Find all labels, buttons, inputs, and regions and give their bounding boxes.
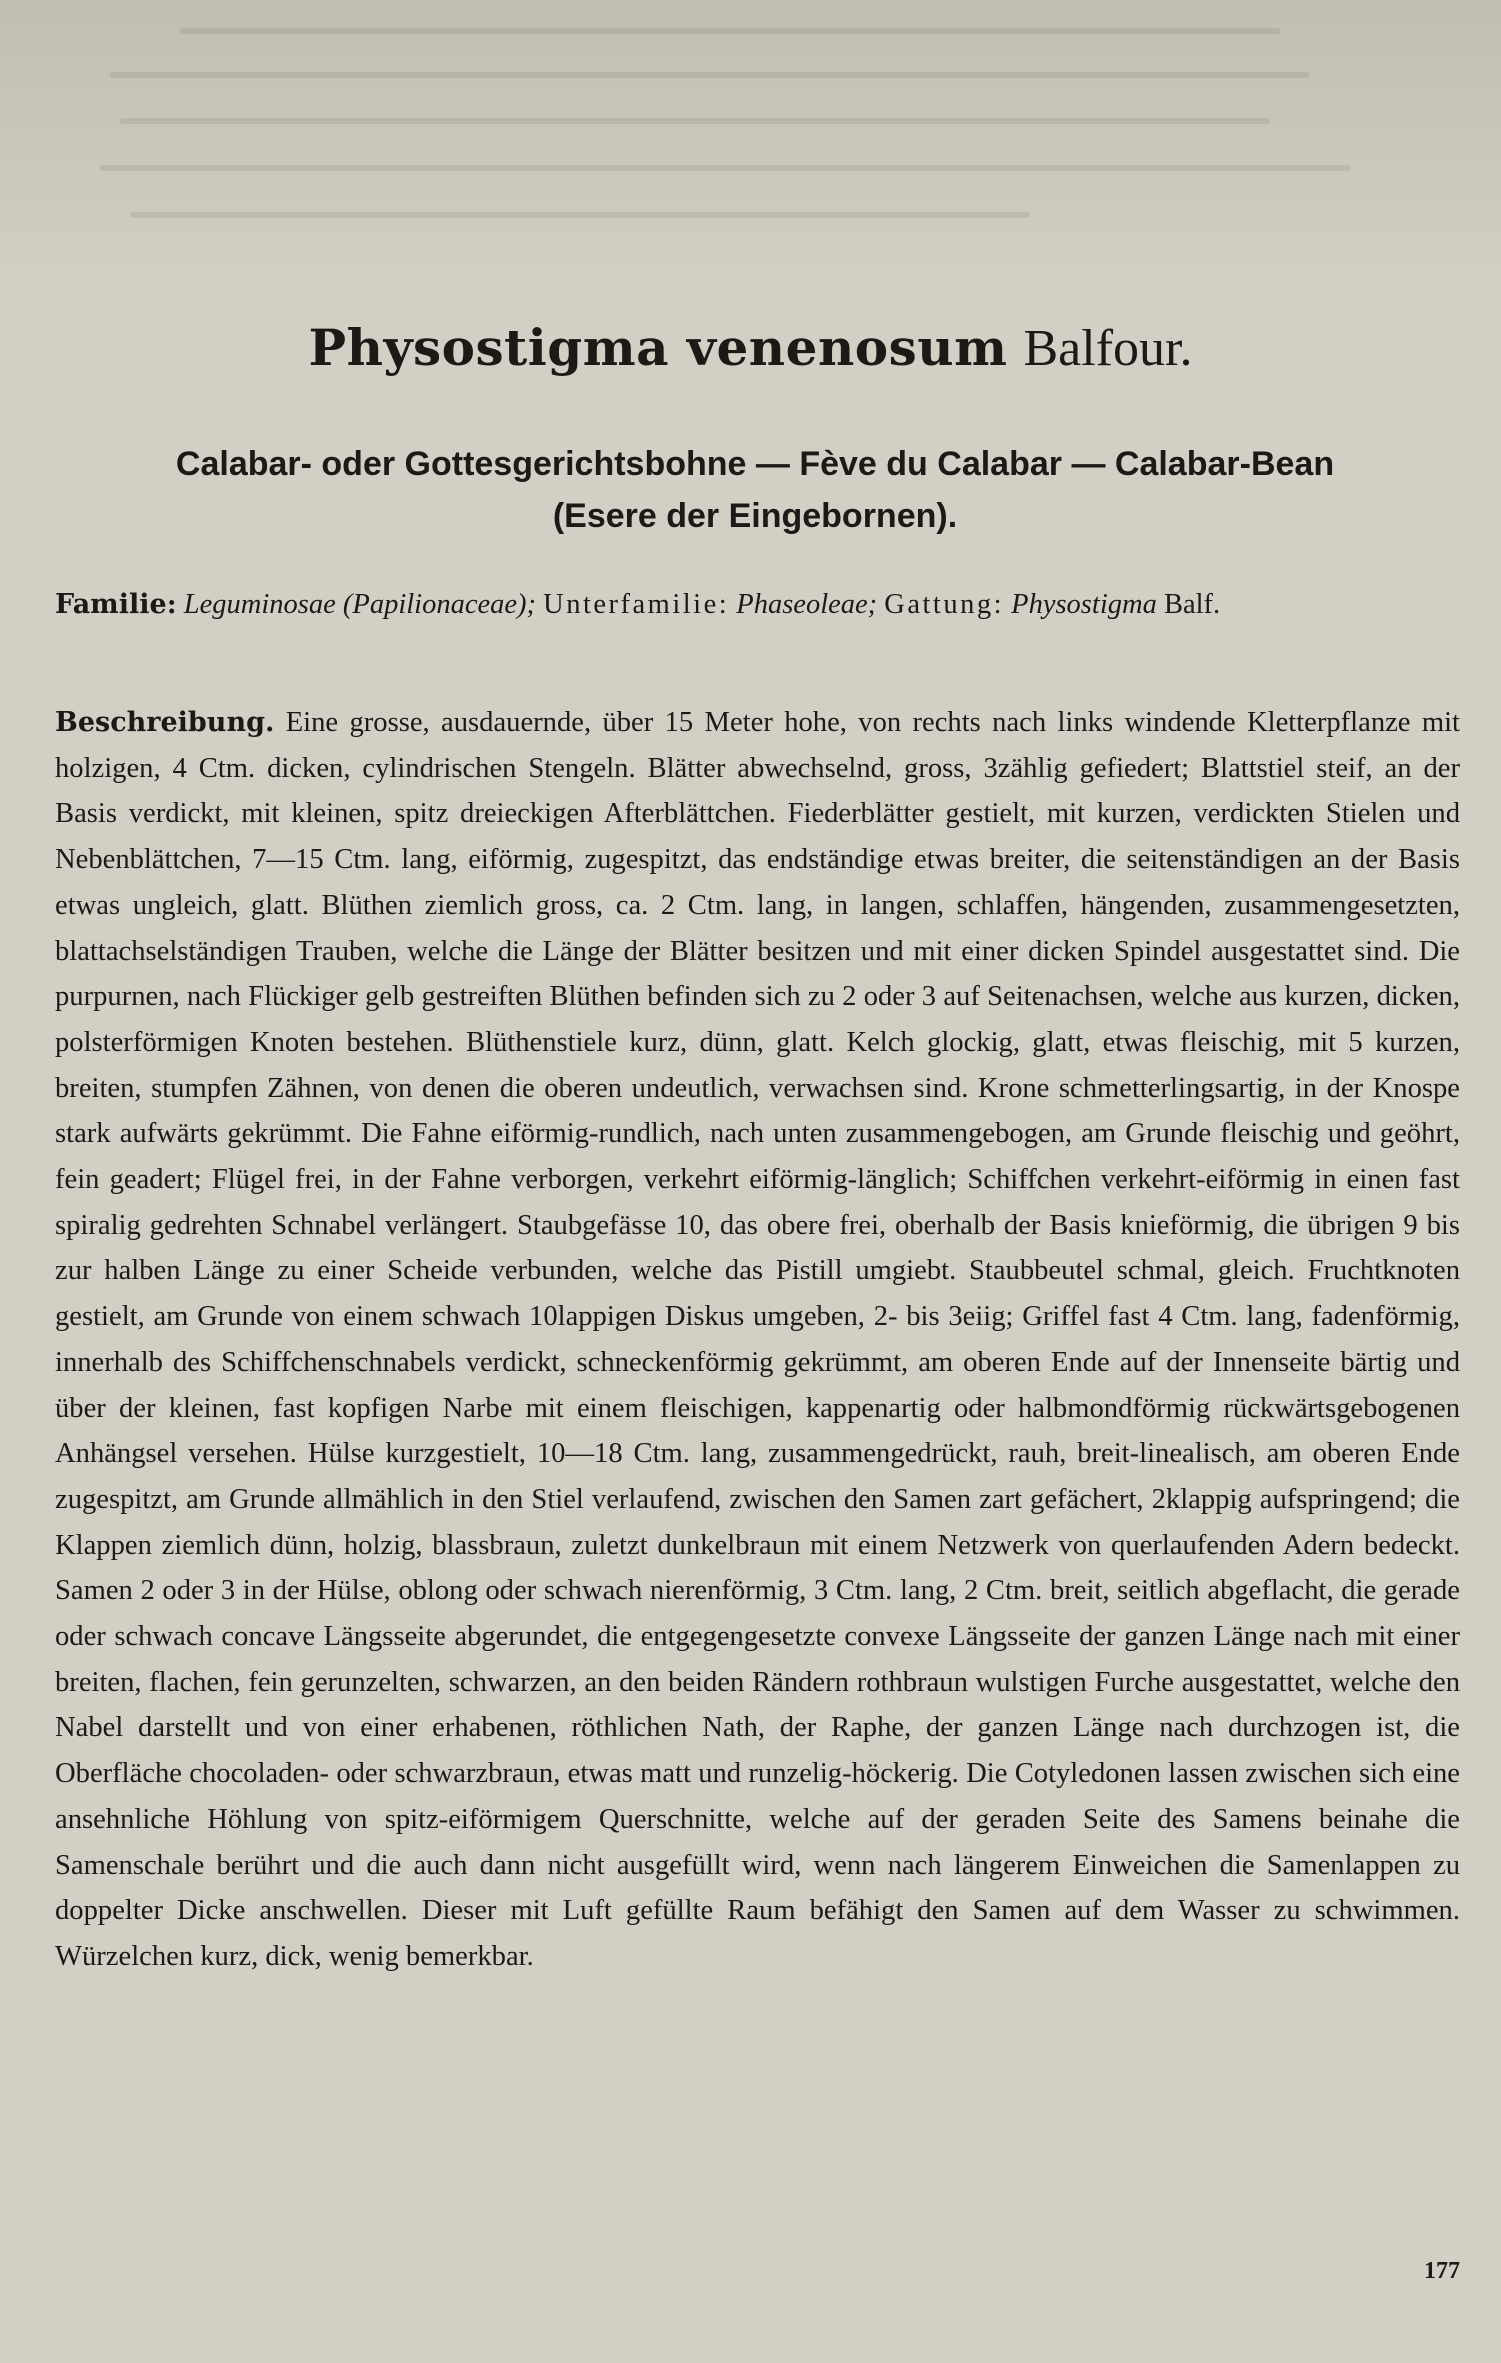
gattung-label: Gattung: [884,589,1005,620]
gattung-author: Balf. [1163,589,1221,620]
bleed-through-text [120,118,1270,124]
page-number: 177 [1424,2258,1460,2284]
description-paragraph [55,700,1460,1980]
common-names-line-2: (Esere der Eingebornen). [552,497,958,535]
familie-label: Familie: [55,589,177,620]
description-label: Beschreibung. [55,707,275,738]
page-title [0,318,1501,379]
common-names-line-1: Calabar- oder Gottesgerichtsbohne — Fève du Calabar — Calabar-Bean [175,445,1335,483]
gattung-value: Physostigma [1011,589,1157,620]
unterfamilie-label: Unterfamilie: [543,589,730,620]
title-author: Balfour. [1023,320,1193,377]
unterfamilie-value: Phaseoleae; [736,589,878,620]
familie-value: Leguminosae [183,589,336,620]
familie-alt-value: (Papilionaceae); [342,589,537,620]
show-through-bleed [0,0,1501,290]
description-text: Eine grosse, ausdauernde, über 15 Meter hohe, von rechts nach links windende Kletterpflanze mit holzigen, 4 Ctm. dicken, cylindrischen Stengeln. Blätter abwechselnd, gross, 3zählig gefiedert; Blattstiel steif, an der Basis verdickt, mit kleinen, spitz dreieckigen Afterblättchen. Fiederblätter gestielt, mit kurzen, verdickten Stielen und Nebenblättchen, 7—15 Ctm. lang, eiförmig, zugespitzt, das endständige etwas breiter, die seitenständigen an der Basis etwas ungleich, glatt. Blüthen ziemlich gross, ca. 2 Ctm. lang, in langen, schlaffen, hängenden, zusammengesetzten, blattachselständigen Trauben, welche die Länge der Blätter besitzen und mit einer dicken Spindel ausgestattet sind. Die purpurnen, nach Flückiger gelb gestreiften Blüthen befinden sich zu 2 oder 3 auf Seitenachsen, welche aus kurzen, dicken, polsterförmigen Knoten bestehen. Blüthenstiele kurz, dünn, glatt. Kelch glockig, glatt, etwas fleischig, mit 5 kurzen, breiten, stumpfen Zähnen, von denen die oberen undeutlich, verwachsen sind. Krone schmetterlingsartig, in der Knospe stark aufwärts gekrümmt. Die Fahne eiförmig-rundlich, nach unten zusammengebogen, am Grunde fleischig und geöhrt, fein geadert; Flügel frei, in der Fahne verborgen, verkehrt eiförmig-länglich; Schiffchen verkehrt-eiförmig in einen fast spiralig gedrehten Schnabel verlängert. Staubgefässe 10, das obere frei, oberhalb der Basis knieförmig, die übrigen 9 bis zur halben Länge zu einer Scheide verbunden, welche das Pistill umgiebt. Staubbeutel schmal, gleich. Fruchtknoten gestielt, am Grunde von einem schwach 10lappigen Diskus umgeben, 2- bis 3eiig; Griffel fast 4 Ctm. lang, fadenförmig, innerhalb des Schiffchenschnabels verdickt, schneckenförmig gekrümmt, am oberen Ende auf der Innenseite bärtig und über der kleinen, fast kopfigen Narbe mit einem fleischigen, kappenartig oder halbmondförmig rückwärtsgebogenen Anhängsel versehen. Hülse kurzgestielt, 10—18 Ctm. lang, zusammengedrückt, rauh, breit-linealisch, am oberen Ende zugespitzt, am Grunde allmählich in den Stiel verlaufend, zwischen den Samen zart gefächert, 2klappig aufspringend; die Klappen ziemlich dünn, holzig, blassbraun, zuletzt dunkelbraun mit einem Netzwerk von querlaufenden Adern bedeckt. Samen 2 oder 3 in der Hülse, oblong oder schwach nierenförmig, 3 Ctm. lang, 2 Ctm. breit, seitlich abgeflacht, die gerade oder schwach concave Längsseite abgerundet, die entgegengesetzte convexe Längsseite der ganzen Länge nach mit einer breiten, flachen, fein gerunzelten, schwarzen, an den beiden Rändern rothbraun wulstigen Furche ausgestattet, welche den Nabel darstellt und von einer erhabenen, röthlichen Nath, der Raphe, der ganzen Länge nach durchzogen ist, die Oberfläche chocoladen- oder schwarzbraun, etwas matt und runzelig-höckerig. Die Cotyledonen lassen zwischen sich eine ansehnliche Höhlung von spitz-eiförmigem Querschnitte, welche auf der geraden Seite des Samens beinahe die Samenschale berührt und die auch dann nicht ausgefüllt wird, wenn nach längerem Einweichen die Samenlappen zu doppelter Dicke anschwellen. Dieser mit Luft gefüllte Raum befähigt den Samen auf dem Wasser zu schwimmen. Würzelchen kurz, dick, wenig bemerkbar. [55,707,1460,1972]
title-species: Physostigma venenosum [308,318,1008,377]
bleed-through-text [130,212,1030,218]
classification-paragraph [55,582,1460,627]
bleed-through-text [110,72,1310,78]
common-names [160,438,1350,542]
bleed-through-text [180,28,1280,34]
bleed-through-text [100,165,1350,171]
